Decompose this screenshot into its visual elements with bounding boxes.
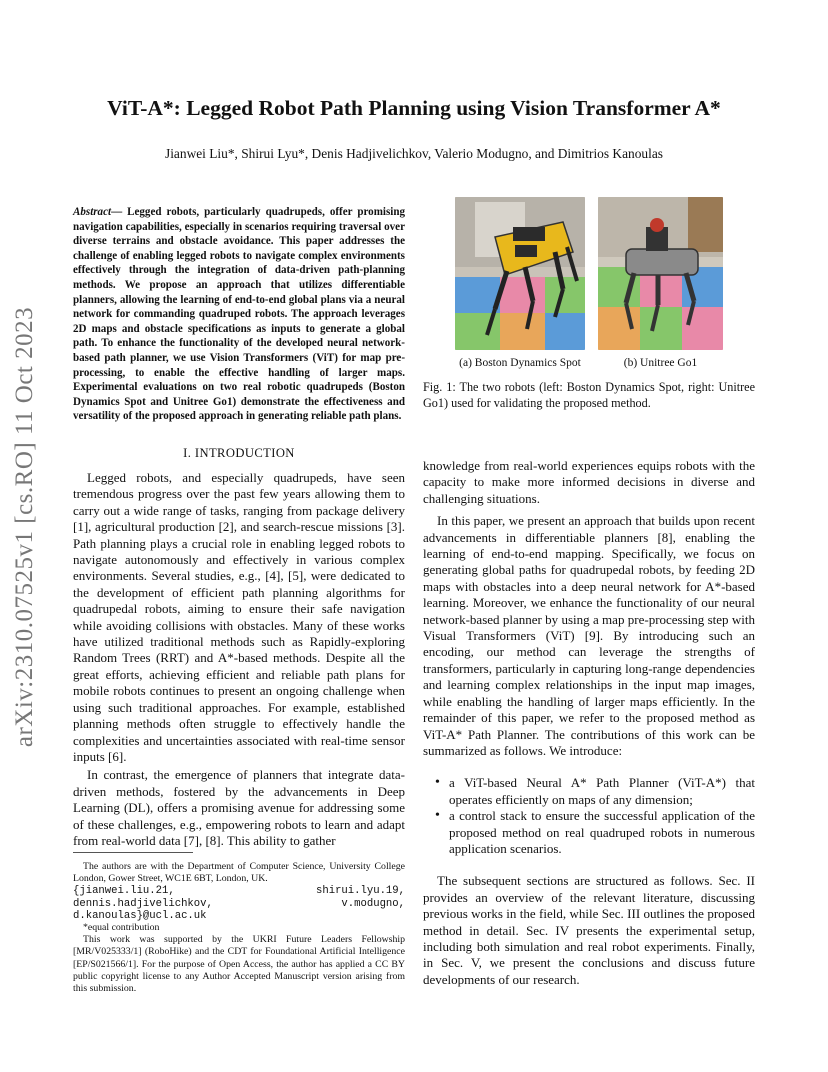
- author-list: Jianwei Liu*, Shirui Lyu*, Denis Hadjivelichkov, Valerio Modugno, and Dimitrios Kanoulas: [165, 146, 663, 161]
- abstract-text: Legged robots, particularly quadrupeds, offer promising navigation capabilities, especially in scenarios requiring traversal over diverse terrains and obstacle avoidance. This paper addresses the challenge of enabling legged robots to navigate complex environments effectively through the integration of data-driven path-planning methods. We propose an approach that utilizes differentiable planners, allowing the learning of end-to-end global plans via a neural network for commanding quadruped robots. The approach leverages 2D maps and obstacle specifications as inputs to generate a global path. To enhance the functionality of the developed neural network-based path planner, we use Vision Transformers (ViT) for map pre-processing, to enable the effective handling of larger maps. Experimental evaluations on two real robotic quadrupeds (Boston Dynamics Spot and Unitree Go1) demonstrate the effectiveness and versatility of the proposed approach in generating reliable path plans.: [73, 206, 406, 423]
- intro-paragraph-3: In this paper, we present an approach that builds upon recent advancements in differentiable planners [8], enabling the learning of end-to-end mapping. Specifically, we focus on generating global paths for quadrupedal robots, by feeding 2D maps with obstacles into a deep neural network for A*-based learning. Moreover, we enhance the functionality of our neural network-based planner by using a map pre-processing step with Visual Transformers (ViT) [9]. By introducing such an encoding, our method can leverage the strengths of transformers, particularly in capturing long-range dependencies and learning complex relationships in the input map images, while enabling the handling of larger maps efficiently. In the remainder of this paper, we refer to the proposed method as ViT-A* Path Planner. The contributions of this work can be summarized as follows. We introduce:: [423, 513, 755, 758]
- arxiv-identifier: arXiv:2310.07525v1 [cs.RO] 11 Oct 2023: [11, 306, 38, 748]
- intro-left-column: [73, 470, 405, 849]
- footnote-affiliation: The authors are with the Department of Computer Science, University College London, Gower Street, WC1E 6BT, London, UK.: [73, 861, 405, 885]
- abstract-label: Abstract: [73, 206, 112, 218]
- footnote-rule: [73, 852, 193, 853]
- subcaption-b: (b) Unitree Go1: [623, 357, 698, 369]
- paper-title: ViT-A*: Legged Robot Path Planning using Vision Transformer A*: [107, 96, 721, 120]
- intro-paragraph-2-continued: knowledge from real-world experiences equips robots with the capacity to make more informed decisions in diverse and challenging situations.: [423, 458, 755, 506]
- intro-paragraph-2: In contrast, the emergence of planners that integrate data-driven methods, fostered by the advancements in Deep Learning (DL), offers a promising avenue for addressing some of these challenges, e.g., empowering robots to learn and adapt from real-world data [7], [8]. This ability to gather: [73, 767, 405, 848]
- intro-right-column: [423, 458, 755, 988]
- footnotes: [73, 861, 405, 995]
- figure-1-caption: Fig. 1: The two robots (left: Boston Dynamics Spot, right: Unitree Go1) used for validating the proposed method.: [423, 380, 755, 410]
- go1-robot-photo: [598, 197, 723, 350]
- contribution-item: • a control stack to ensure the successful application of the proposed method on real quadruped robots in numerous application scenarios.: [423, 808, 755, 857]
- footnote-funding: This work was supported by the UKRI Future Leaders Fellowship [MR/V025333/1] (RoboHike) and the CDT for Foundational Artificial Intelligence [EP/S021566/1]. For the purpose of Open Access, the author has applied a CC BY public copyright license to any Author Accepted Manuscript version arising from this submission.: [73, 934, 405, 995]
- spot-robot-illustration: [455, 197, 585, 350]
- contribution-item: • a ViT-based Neural A* Path Planner (ViT-A*) that operates efficiently on maps of any dimension;: [423, 775, 755, 808]
- section-heading-introduction: I. INTRODUCTION: [183, 446, 295, 460]
- abstract: Abstract— Legged robots, particularly quadrupeds, offer promising navigation capabilities, especially in scenarios requiring traversal over diverse terrains and obstacle avoidance. This paper addresses the challenge of enabling legged robots to navigate complex environments effectively through the integration of data-driven path-planning methods. We propose an approach that utilizes differentiable planners, allowing the learning of end-to-end global plans via a neural network for commanding quadruped robots. The approach leverages 2D maps and obstacle specifications as inputs to generate a global path. To enhance the functionality of the developed neural network-based path planner, we use Vision Transformers (ViT) for map pre-processing, to enable the effective handling of larger maps. Experimental evaluations on two real robotic quadrupeds (Boston Dynamics Spot and Unitree Go1) demonstrate the effectiveness and versatility of the proposed approach in generating reliable path plans.: [73, 206, 406, 423]
- footnote-emails: {jianwei.liu.21, shirui.lyu.19, dennis.hadjivelichkov, v.modugno, d.kanoulas}@ucl.ac.uk: [73, 885, 405, 922]
- subcaption-a: (a) Boston Dynamics Spot: [459, 357, 581, 369]
- go1-robot-illustration: [598, 197, 723, 350]
- spot-robot-photo: [455, 197, 585, 350]
- intro-paragraph-4: The subsequent sections are structured as follows. Sec. II provides an overview of the relevant literature, discussing previous works in the field, while Sec. III outlines the proposed method in detail. Sec. IV presents the experimental setup, including both simulation and real robot experiments. Finally, in Sec. V, we present the conclusions and discuss future developments of our research.: [423, 873, 755, 987]
- footnote-equal-contribution: *equal contribution: [83, 922, 160, 934]
- intro-paragraph-1: Legged robots, and especially quadrupeds, have seen tremendous progress over the past few years allowing them to carry out a wide range of tasks, ranging from package delivery [1], agricultural production [2], and search-rescue missions [3]. Path planning plays a crucial role in enabling legged robots to navigate autonomously and effectively in various complex environments. Several studies, e.g., [4], [5], were dedicated to the development of efficient path planning algorithms for quadrupedal robots, aiming to ensure their safe navigation while avoiding collisions with obstacles. Many of these works have utilized traditional methods such as Rapidly-exploring Random Trees (RRT) and A*-based methods. Despite all the great efforts, achieving efficient and reliable path plans for mobile robots continues to present an ongoing challenge when using such traditional approaches. For example, established planning methods often struggle to effectively handle the complexities and uncertainties associated with real-time sensor inputs [6].: [73, 470, 405, 764]
- contribution-list: [423, 775, 755, 857]
